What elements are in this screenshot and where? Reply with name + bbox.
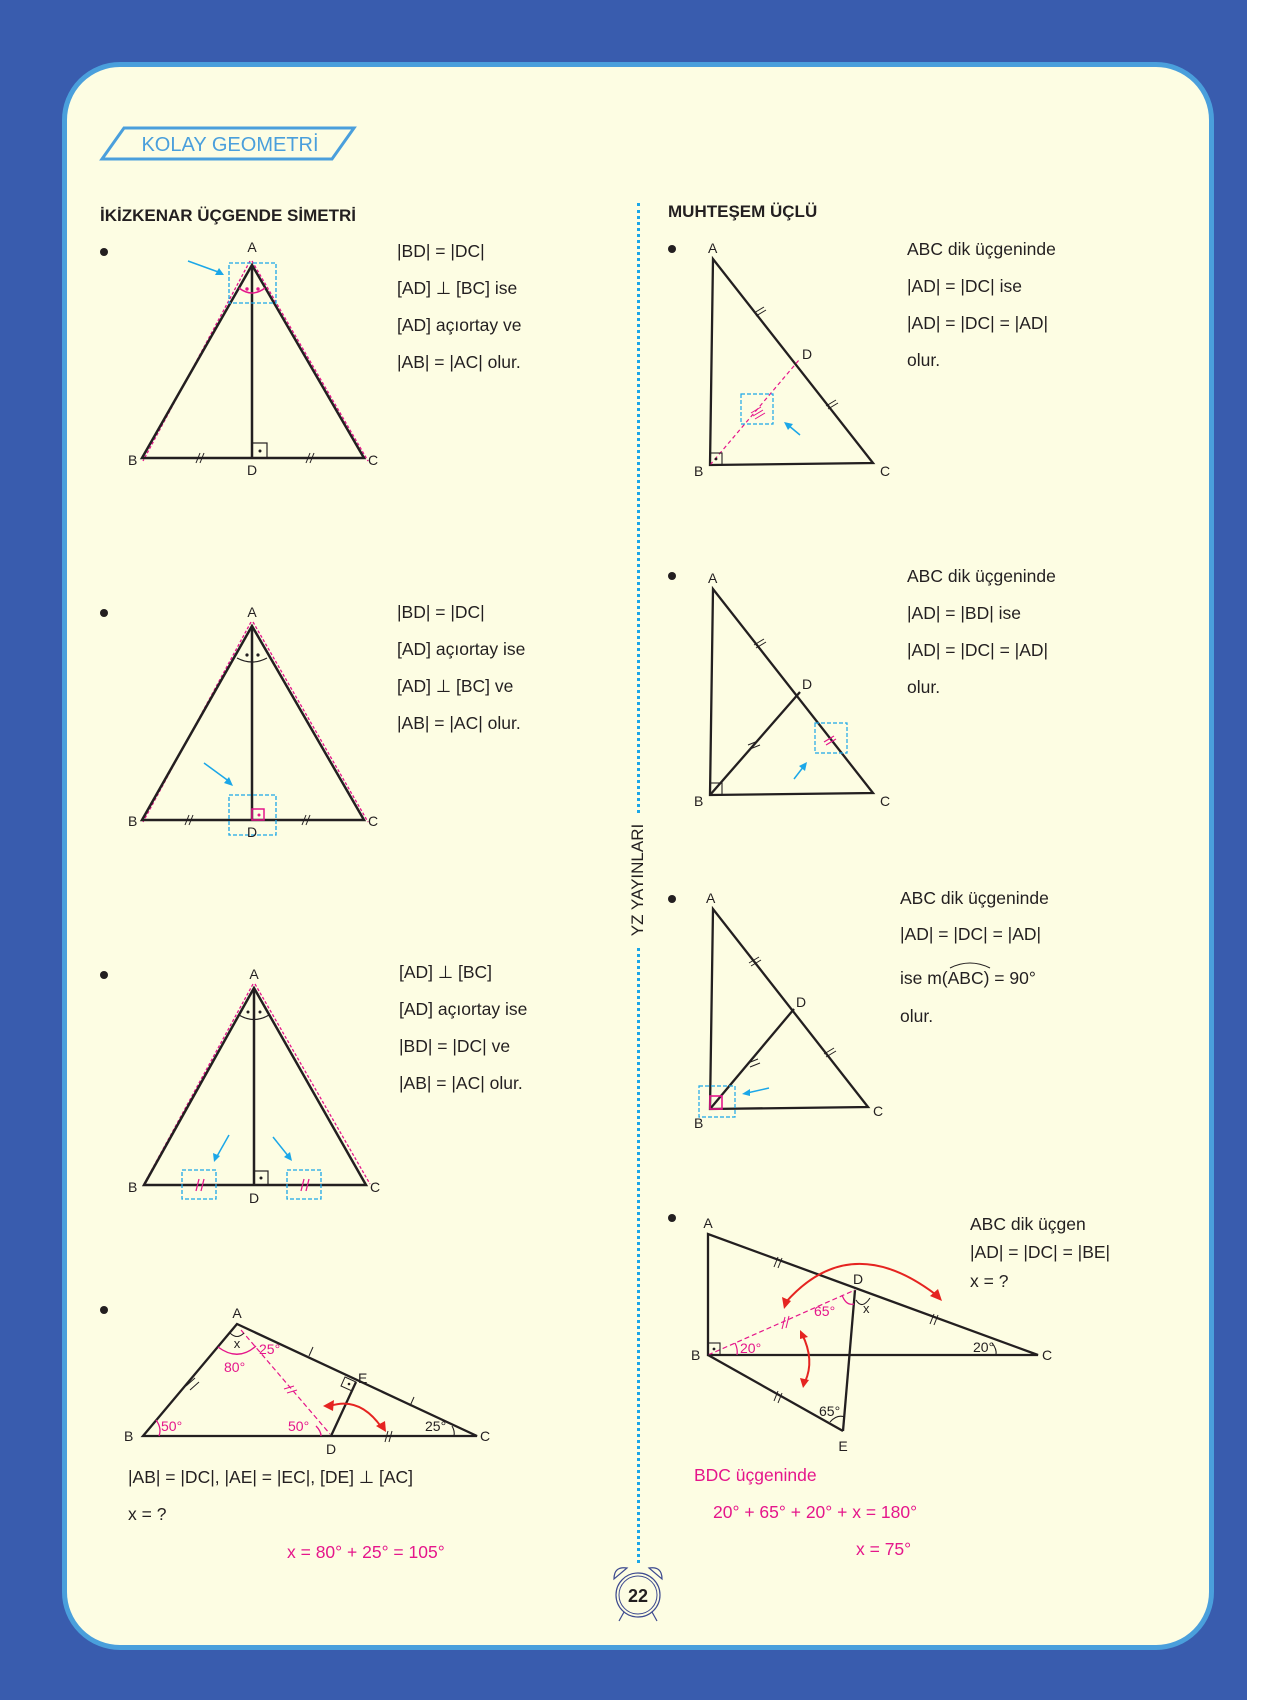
isosceles-diagram-1 [120, 235, 400, 475]
example-line: |AD| = |DC| = |BE| [970, 1242, 1111, 1262]
example-diagram-left [120, 1300, 500, 1460]
rule-line: [AD] ⊥ [BC] [399, 962, 493, 982]
vertex-label-a: A [247, 604, 257, 620]
left-section-title: İKİZKENAR ÜÇGENDE SİMETRİ [100, 206, 356, 225]
angle-80-label: 80° [224, 1359, 246, 1375]
vertex-label-c: C [1042, 1347, 1053, 1363]
section-badge-label: KOLAY GEOMETRİ [141, 134, 319, 156]
angle-c20-label: 20° [973, 1339, 995, 1355]
publisher-label: YZ YAYINLARI [628, 814, 648, 946]
section-badge [98, 126, 358, 162]
isosceles-diagram-2 [120, 600, 400, 840]
solution-title: BDC üçgeninde [694, 1465, 817, 1485]
rule-line: |AD| = |DC| = |AD| [907, 640, 1049, 660]
example-line: x = ? [970, 1271, 1009, 1291]
angle-x-label: x [863, 1301, 870, 1316]
isosceles-diagram-3 [120, 962, 400, 1207]
rule-line: |AB| = |AC| olur. [399, 1073, 523, 1093]
vertex-label-d: D [246, 462, 258, 475]
vertex-label-c: C [880, 793, 891, 809]
rule-line: [AD] ⊥ [BC] ise [397, 278, 518, 298]
vertex-label-d: D [796, 994, 807, 1010]
right-triangle-diagram-3 [690, 885, 910, 1135]
angle-b20-label: 20° [740, 1340, 762, 1356]
rule-line: olur. [907, 350, 941, 370]
vertex-label-a: A [249, 966, 259, 982]
vertex-label-a: A [708, 570, 718, 586]
vertex-label-b: B [694, 463, 704, 479]
vertex-label-b: B [128, 1179, 138, 1195]
alarm-clock-icon [608, 1562, 668, 1624]
rule-line: ABC dik üçgeninde [907, 239, 1056, 259]
rule-line: |AB| = |AC| olur. [397, 352, 521, 372]
vertex-label-b: B [128, 452, 138, 468]
vertex-label-d: D [246, 824, 258, 840]
example-solution: x = 80° + 25° = 105° [287, 1542, 445, 1562]
bullet [668, 895, 676, 903]
vertex-label-e: E [838, 1438, 848, 1454]
vertex-label-d: D [802, 346, 813, 362]
vertex-label-c: C [368, 813, 379, 829]
bullet [100, 1306, 108, 1314]
right-triangle-diagram-2 [690, 565, 910, 815]
example-question: x = ? [128, 1504, 167, 1524]
angle-e65-label: 65° [819, 1403, 841, 1419]
angle-b50-label: 50° [161, 1418, 183, 1434]
vertex-label-b: B [691, 1347, 701, 1363]
solution-result: x = 75° [856, 1539, 912, 1559]
angle-d50-label: 50° [288, 1418, 310, 1434]
rule-line: |AD| = |DC| ise [907, 276, 1022, 296]
rule-line: ABC dik üçgeninde [900, 888, 1049, 908]
angle-c25-label: 25° [425, 1418, 447, 1434]
rule-line: |AD| = |BD| ise [907, 603, 1021, 623]
bullet [100, 248, 108, 256]
page-number: 22 [627, 1586, 649, 1606]
bullet [668, 245, 676, 253]
vertex-label-a: A [706, 890, 716, 906]
rule-line: [AD] açıortay ise [399, 999, 528, 1019]
rule-line: olur. [900, 1006, 934, 1026]
vertex-label-b: B [694, 793, 704, 809]
vertex-label-c: C [480, 1428, 491, 1444]
vertex-label-b: B [124, 1428, 134, 1444]
vertex-label-c: C [880, 463, 891, 479]
rule-line: |AD| = |DC| = |AD| [907, 313, 1049, 333]
vertex-label-a: A [247, 239, 257, 255]
angle-d65-label: 65° [814, 1303, 836, 1319]
vertex-label-a: A [708, 240, 718, 256]
rule-line: |AD| = |DC| = |AD| [900, 924, 1042, 944]
rule-line: [AD] açıortay ise [397, 639, 526, 659]
rule-line: |BD| = |DC| [397, 602, 485, 622]
example-line: ABC dik üçgen [970, 1214, 1086, 1234]
rule-line: [AD] ⊥ [BC] ve [397, 676, 514, 696]
angle-x-label: x [233, 1336, 241, 1351]
rule-line-angle: ise m(ABC) = 90° [900, 968, 1036, 988]
vertex-label-d: D [325, 1441, 337, 1457]
rule-line: |BD| = |DC| [397, 241, 485, 261]
rule-line: |BD| = |DC| ve [399, 1036, 511, 1056]
vertex-label-c: C [368, 452, 379, 468]
bullet [668, 1214, 676, 1222]
rule-line: olur. [907, 677, 941, 697]
vertex-label-b: B [694, 1115, 704, 1131]
right-section-title: MUHTEŞEM ÜÇLÜ [668, 202, 818, 221]
bullet [668, 572, 676, 580]
vertex-label-c: C [370, 1179, 381, 1195]
vertex-label-a: A [232, 1305, 242, 1321]
vertex-label-d: D [802, 676, 813, 692]
angle-25-label: 25° [259, 1341, 281, 1357]
vertex-label-c: C [873, 1103, 884, 1119]
bullet [100, 609, 108, 617]
bullet [100, 971, 108, 979]
vertex-label-b: B [128, 813, 138, 829]
angle-hat-icon [946, 958, 994, 970]
rule-line: ABC dik üçgeninde [907, 566, 1056, 586]
solution-equation: 20° + 65° + 20° + x = 180° [713, 1502, 918, 1522]
example-given: |AB| = |DC|, |AE| = |EC|, [DE] ⊥ [AC] [128, 1467, 414, 1487]
vertex-label-a: A [703, 1215, 713, 1231]
vertex-label-d: D [853, 1271, 864, 1287]
vertex-label-e: E [358, 1370, 368, 1386]
rule-line: [AD] açıortay ve [397, 315, 522, 335]
vertex-label-d: D [248, 1190, 260, 1206]
right-triangle-diagram-1 [690, 235, 910, 485]
rule-line: |AB| = |AC| olur. [397, 713, 521, 733]
